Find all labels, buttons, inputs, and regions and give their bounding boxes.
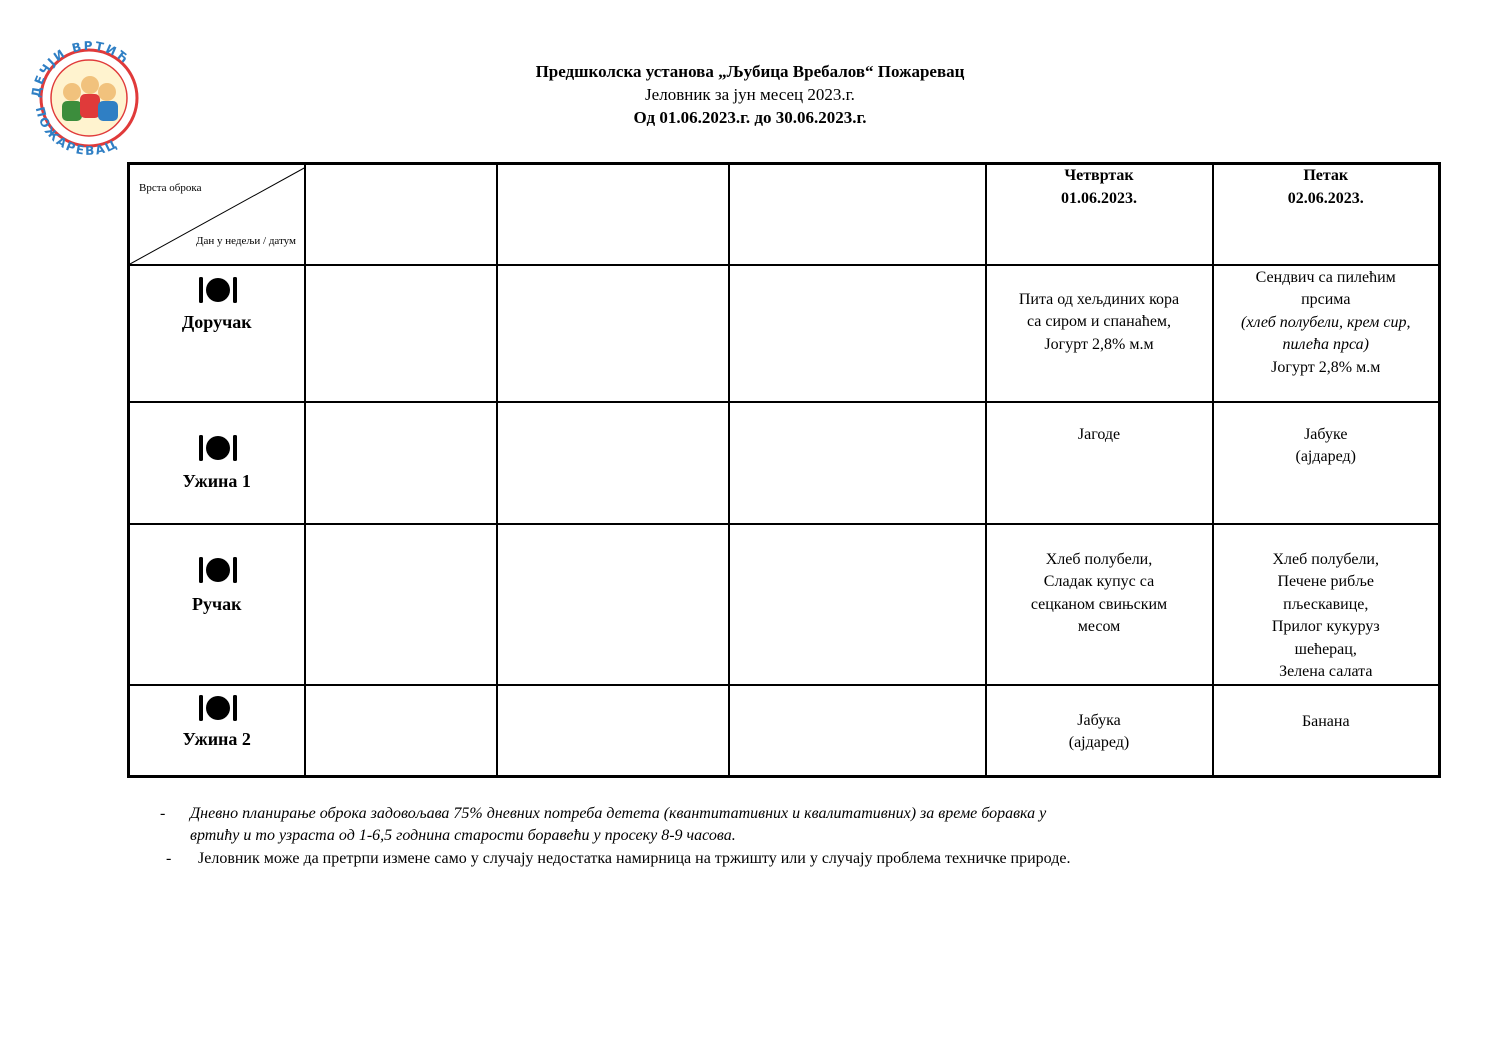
logo-top-text: ДЕЧЈИ ВРТИЋ	[28, 38, 133, 99]
food-friday: Сендвич са пилећим прсима (хлеб полубели, крем сир, пилећа прса) Јогурт 2,8% м.м	[1213, 265, 1440, 402]
menu-title: Јеловник за јун месец 2023.г.	[645, 85, 855, 104]
empty-cell	[305, 265, 497, 402]
food-thursday: Јабука (ајдаред)	[986, 685, 1213, 777]
meal-row-lunch	[129, 524, 1440, 685]
food-thursday: Пита од хељдиних кора са сиром и спанаћем, Јогурт 2,8% м.м	[986, 265, 1213, 402]
menu-table	[127, 162, 1441, 778]
corner-cell	[129, 164, 305, 265]
meal-label-cell	[129, 685, 305, 777]
empty-cell	[729, 524, 986, 685]
food-thursday: Јагоде	[986, 402, 1213, 524]
header-row	[129, 164, 1440, 265]
day-date: 02.06.2023.	[1287, 189, 1364, 207]
day-name: Четвртак	[1064, 167, 1134, 184]
day-header-1	[305, 164, 497, 265]
food-friday: Банана	[1213, 685, 1440, 777]
menu-period: Од 01.06.2023.г. до 30.06.2023.г.	[633, 108, 867, 127]
meal-label-cell	[129, 524, 305, 685]
day-header-thursday	[986, 164, 1213, 265]
notes	[160, 803, 1390, 871]
meal-row-breakfast	[129, 265, 1440, 402]
food-friday: Јабуке (ајдаред)	[1213, 402, 1440, 524]
note-nutrition: - Дневно планирање оброка задовољава 75% дневних потреба детета (квантитативних и квалитативних) за време боравка у вртићу и то узраста од 1-6,5 годнина старости боравећи у просеку 8-9 часова.	[160, 805, 1047, 844]
empty-cell	[729, 402, 986, 524]
empty-cell	[729, 265, 986, 402]
institution-title: Предшколска установа „Љубица Вребалов“ Пожаревац	[535, 62, 965, 81]
plate-cutlery-icon	[198, 555, 238, 585]
plate-cutlery-icon	[198, 275, 238, 305]
food-thursday: Хлеб полубели, Сладак купус са сецканом свињским месом	[986, 524, 1213, 685]
day-header-friday	[1213, 164, 1440, 265]
empty-cell	[497, 685, 729, 777]
meal-label: Ручак	[191, 593, 242, 614]
diagonal-line	[130, 165, 306, 266]
day-header-3	[729, 164, 986, 265]
logo-bottom-text: ПОЖАРЕВАЦ	[32, 105, 121, 158]
corner-day-date: Дан у недељи / датум	[196, 235, 296, 247]
plate-cutlery-icon	[198, 693, 238, 723]
note-changes: - Јеловник може да претрпи измене само у случају недостатка намирница на тржишту или у случају проблема техничке природе.	[166, 850, 1071, 867]
meal-row-snack2	[129, 685, 1440, 777]
empty-cell	[305, 685, 497, 777]
corner-meal-type: Врста оброка	[139, 182, 202, 194]
empty-cell	[497, 265, 729, 402]
meal-row-snack1	[129, 402, 1440, 524]
meal-label-cell	[129, 265, 305, 402]
meal-label: Ужина 1	[182, 470, 251, 491]
meal-label: Доручак	[181, 311, 252, 332]
plate-cutlery-icon	[198, 433, 238, 463]
day-name: Петак	[1303, 167, 1349, 184]
kindergarten-logo	[18, 30, 160, 160]
empty-cell	[497, 402, 729, 524]
meal-label-cell	[129, 402, 305, 524]
food-friday: Хлеб полубели, Печене рибље пљескавице, Прилог кукуруз шећерац, Зелена салата	[1213, 524, 1440, 685]
day-header-2	[497, 164, 729, 265]
empty-cell	[305, 402, 497, 524]
empty-cell	[729, 685, 986, 777]
empty-cell	[305, 524, 497, 685]
day-date: 01.06.2023.	[1061, 189, 1137, 207]
meal-label: Ужина 2	[182, 728, 251, 749]
empty-cell	[497, 524, 729, 685]
